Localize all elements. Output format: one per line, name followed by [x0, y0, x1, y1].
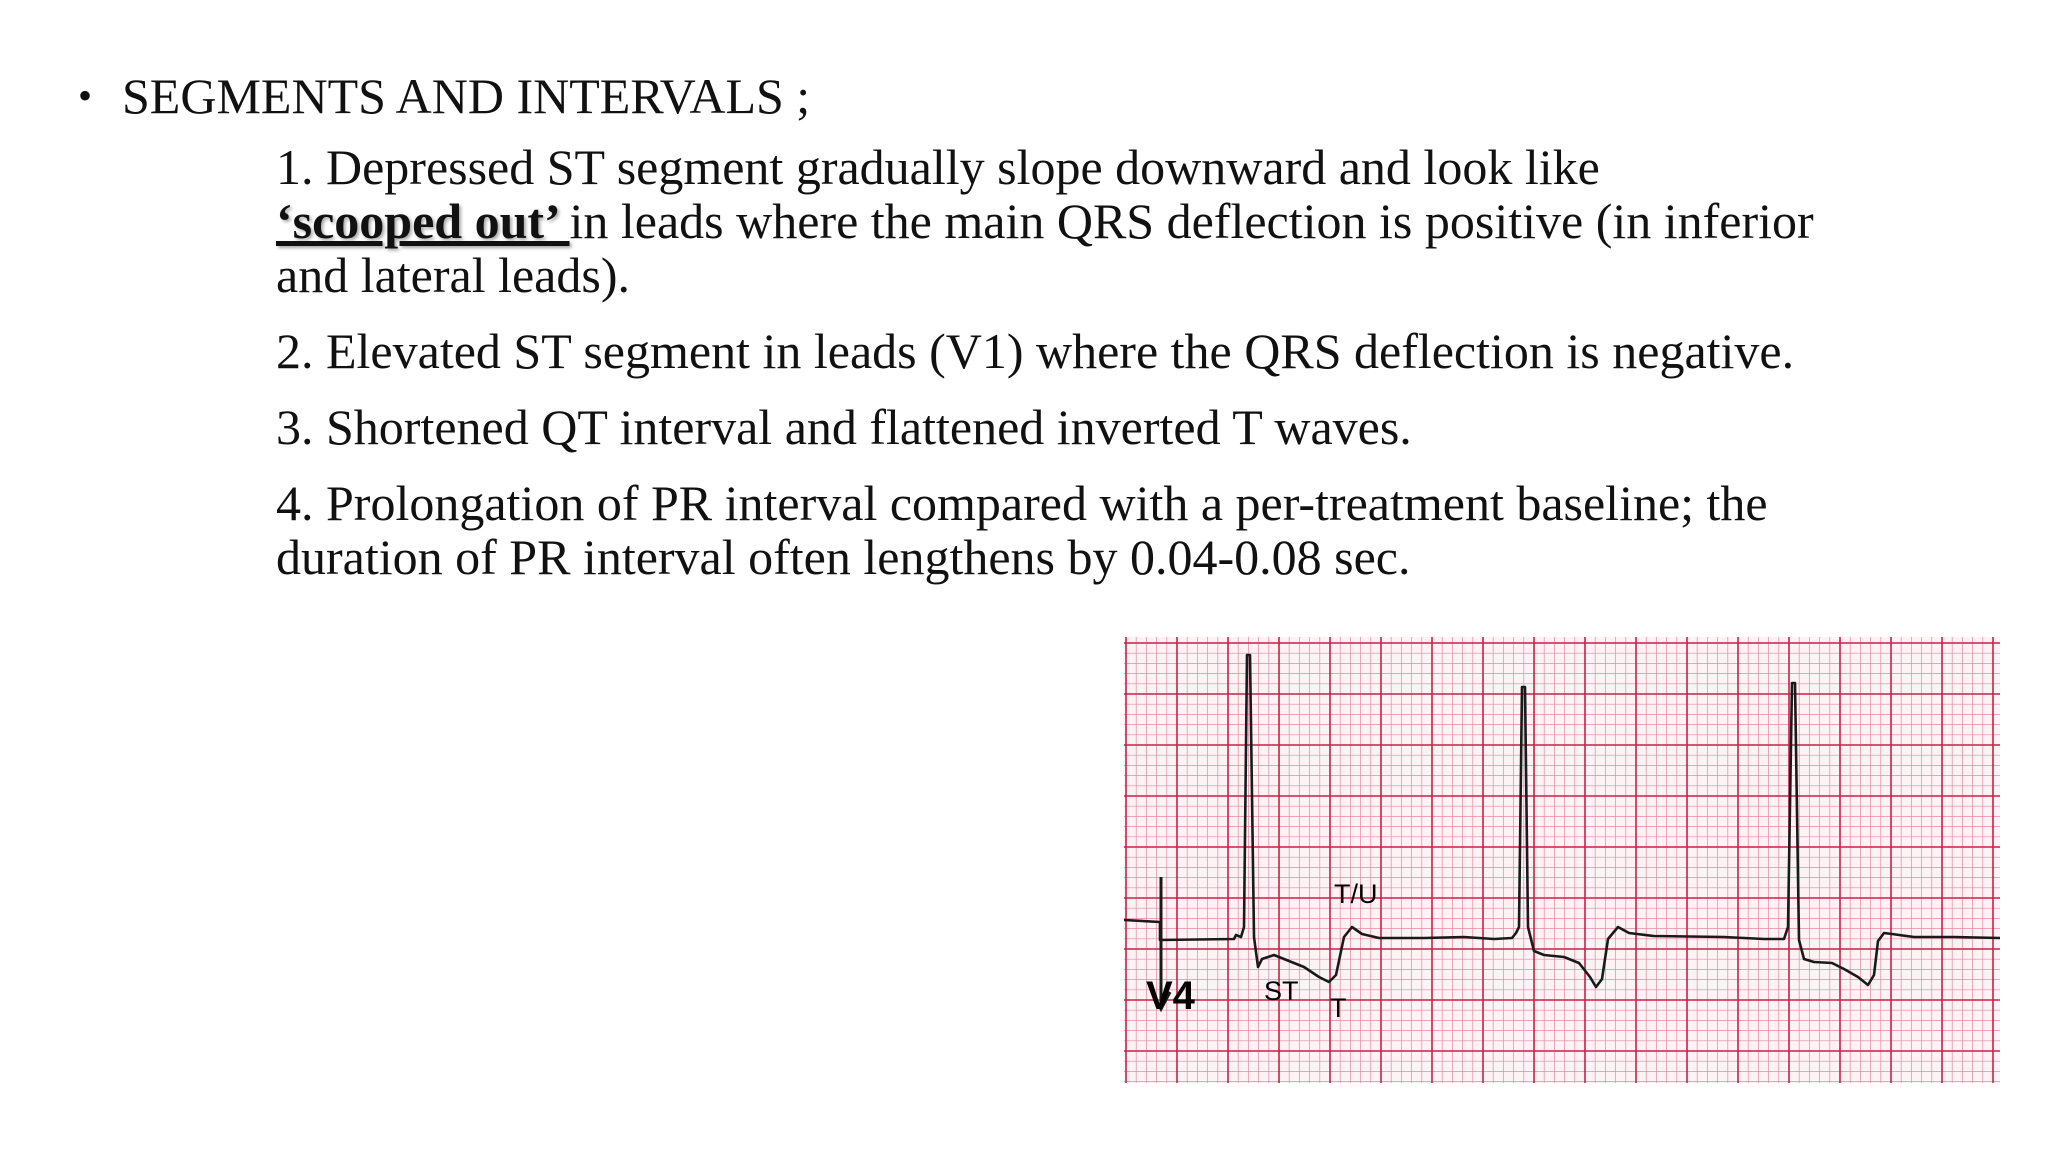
tu-wave-label: T/U: [1334, 879, 1378, 909]
t-wave-label: T: [1330, 993, 1347, 1023]
point-1-line-3: and lateral leads).: [276, 247, 630, 303]
point-1-line-1: 1. Depressed ST segment gradually slope downward and look like: [276, 139, 1600, 195]
bullet-dot: •: [78, 73, 93, 118]
point-2: [276, 324, 1896, 378]
point-1-line-2: [276, 194, 1896, 248]
point-list: [276, 140, 1896, 606]
heading-text: SEGMENTS AND INTERVALS ;: [122, 68, 811, 124]
point-4-line-2: duration of PR interval often lengthens by 0.04-0.08 sec.: [276, 529, 1411, 585]
st-segment-label: ST: [1264, 976, 1299, 1006]
point-1: [276, 140, 1896, 302]
point-4: [276, 476, 1896, 584]
ecg-strip-svg: [1124, 637, 2000, 1083]
point-3: [276, 400, 1896, 454]
point-3-line-1: 3. Shortened QT interval and flattened inverted T waves.: [276, 399, 1412, 455]
section-heading: [78, 66, 811, 126]
lead-label: V4: [1146, 974, 1195, 1018]
point-4-line-1: 4. Prolongation of PR interval compared with a per-treatment baseline; the: [276, 475, 1768, 531]
ecg-strip-image: [1124, 637, 2000, 1083]
point-2-line-1: 2. Elevated ST segment in leads (V1) where the QRS deflection is negative.: [276, 323, 1795, 379]
scooped-out-highlight: ‘scooped out’: [276, 193, 570, 249]
point-1-line-2-rest: in leads where the main QRS deflection is positive (in inferior: [569, 193, 1814, 249]
